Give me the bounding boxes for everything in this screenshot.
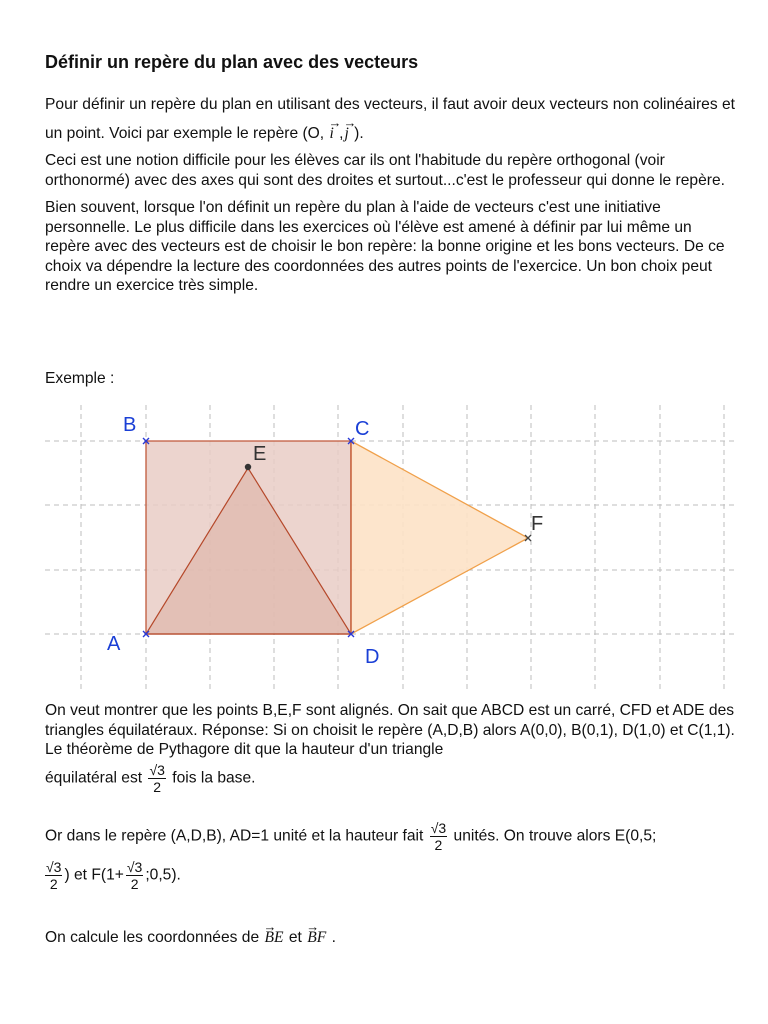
page-title: Définir un repère du plan avec des vecteurs xyxy=(45,52,419,72)
paragraph-5-text-4: ;0,5). xyxy=(145,866,181,884)
fraction-denominator: 2 xyxy=(49,876,58,892)
label-e: E xyxy=(253,443,267,465)
paragraph-2: Ceci est une notion difficile pour les élèves car ils ont l'habitude du repère orthogonal (voir orthonormé) avec des axes qui sont des droites et surtout...c'est le professeur qui donne le repère. xyxy=(45,152,725,189)
fraction-sqrt3-over-2 xyxy=(148,762,165,795)
vector-be: → BE xyxy=(263,928,284,948)
label-f: F xyxy=(531,513,544,535)
fraction-denominator: 2 xyxy=(153,778,162,795)
paragraph-5-line-2 xyxy=(45,859,745,892)
vector-separator: , xyxy=(339,125,344,142)
fraction-sqrt3-over-2 xyxy=(126,859,143,892)
fraction-numerator: √3 xyxy=(149,761,165,778)
fraction-numerator: √3 xyxy=(126,859,143,875)
paragraph-1-end: ). xyxy=(354,125,364,142)
fraction-sqrt3-over-2 xyxy=(45,859,62,892)
paragraph-4 xyxy=(45,701,735,795)
vector-j: → j xyxy=(343,119,349,148)
label-c: C xyxy=(355,418,370,440)
label-a: A xyxy=(107,633,121,655)
fraction-denominator: 2 xyxy=(434,837,443,853)
paragraph-5 xyxy=(45,820,745,892)
paragraph-3: Bien souvent, lorsque l'on définit un repère du plan à l'aide de vecteurs c'est une initiative personnelle. Le plus difficile dans les exercices où l'élève est amené à définir par lui même un repère avec des vecteurs est de choisir le bon repère: la bonne origine et les bons vecteurs. De ce choix va dépendre la lecture des coordonnées des autres points de l'exercice. Un bon choix peut rendre un exercice très simple. xyxy=(45,199,725,294)
paragraph-4-post: fois la base. xyxy=(172,769,256,787)
triangle-cfd xyxy=(351,441,528,634)
paragraph-4-text: On veut montrer que les points B,E,F sont alignés. On sait que ABCD est un carré, CFD et ADE des triangles équilatéraux. Réponse: Si on choisit le repère (A,D,B) alors A(0,0), B(0,1), D(1,0) et C(1,1). Le théorème de Pythagore dit que la hauteur d'un triangle xyxy=(45,702,735,758)
paragraph-6-and: et xyxy=(288,929,302,946)
label-d: D xyxy=(365,646,380,668)
paragraph-6 xyxy=(45,928,735,948)
paragraph-6-text: On calcule les coordonnées de xyxy=(45,929,260,946)
paragraph-1 xyxy=(45,90,735,148)
fraction-sqrt3-over-2 xyxy=(430,820,447,853)
paragraph-5-text-3: ) et F(1+ xyxy=(64,866,124,884)
label-b: B xyxy=(123,414,137,436)
fraction-denominator: 2 xyxy=(130,876,139,892)
example-label: Exemple : xyxy=(45,370,115,387)
point-e-marker xyxy=(245,464,251,470)
geometry-figure xyxy=(45,405,735,695)
paragraph-5-text-1: Or dans le repère (A,D,B), AD=1 unité et la hauteur fait xyxy=(45,827,424,845)
fraction-numerator: √3 xyxy=(46,859,62,875)
paragraph-5-text-2: unités. On trouve alors E(0,5; xyxy=(453,827,657,845)
paragraph-5-line-1 xyxy=(45,820,745,853)
paragraph-6-end: . xyxy=(331,929,336,946)
vector-i: → i xyxy=(328,119,334,148)
paragraph-4-pre: équilatéral est xyxy=(45,769,143,787)
paragraph-4-formula-line xyxy=(45,762,735,795)
fraction-numerator: √3 xyxy=(430,820,447,836)
paragraph-1-text: Pour définir un repère du plan en utilisant des vecteurs, il faut avoir deux vecteurs non colinéaires et un point. Voici par exemple le repère (O, xyxy=(45,96,735,142)
document-body xyxy=(45,50,735,304)
vector-bf: → BF xyxy=(306,928,327,948)
